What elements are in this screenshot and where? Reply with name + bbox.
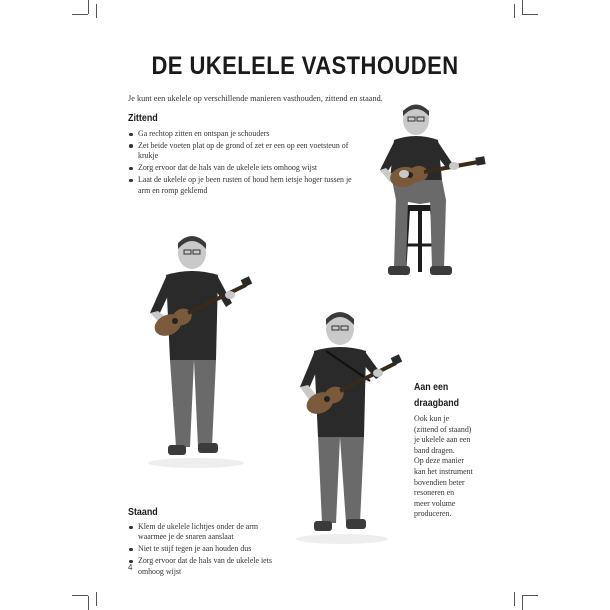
crop-mark (522, 14, 538, 15)
sitting-bullet-list (128, 129, 358, 197)
standing-heading: Staand (128, 506, 158, 518)
sitting-bullet: Ga rechtop zitten en ontspan je schouders (128, 129, 358, 139)
strap-text-line: meer volume (414, 498, 456, 508)
strap-heading-line: Aan een (414, 382, 449, 393)
sitting-bullet: Zet beide voeten plat op de grond of zet er een op een voetsteun of krukje (128, 141, 358, 162)
strap-text-line: bovendien beter (414, 477, 465, 487)
strap-text-line: produceren. (414, 509, 452, 519)
standing-bullet-list (128, 522, 288, 579)
intro-text: Je kunt een ukelele op verschillende manieren vasthouden, zittend en staand. (128, 94, 383, 103)
strap-text (414, 414, 486, 520)
crop-mark (88, 0, 89, 14)
photo-standing-boy (138, 225, 258, 470)
crop-mark (522, 596, 523, 610)
strap-text-line: je ukelele aan een (414, 435, 471, 445)
crop-mark (72, 595, 88, 596)
photo-sitting-boy (360, 100, 490, 290)
strap-heading-line: draagband (414, 398, 459, 409)
strap-text-line: (zittend of staand) (414, 424, 472, 434)
standing-bullet: Niet te stijf tegen je aan houden dus (128, 544, 288, 554)
crop-mark (514, 4, 515, 18)
page-number: 4 (128, 563, 133, 572)
strap-text-line: kan het instrument (414, 466, 473, 476)
crop-mark (522, 595, 538, 596)
strap-text-line: resoneren en (414, 488, 455, 498)
crop-mark (72, 14, 88, 15)
crop-mark (96, 592, 97, 606)
photo-strap-boy (290, 305, 410, 545)
crop-mark (96, 4, 97, 18)
page-title: DE UKELELE VASTHOUDEN (151, 52, 459, 80)
strap-text-line: band dragen. (414, 445, 455, 455)
sitting-bullet: Zorg ervoor dat de hals van de ukelele iets omhoog wijst (128, 163, 358, 173)
crop-mark (88, 596, 89, 610)
strap-text-line: Ook kun je (414, 414, 450, 423)
standing-bullet: Zorg ervoor dat de hals van de ukelele iets omhoog wijst (128, 556, 288, 577)
strap-heading (414, 380, 484, 412)
sitting-bullet: Laat de ukelele op je been rusten of houd hem ietsje hoger tussen je arm en romp geklemd (128, 175, 358, 196)
strap-text-line: Op deze manier (414, 456, 464, 466)
standing-bullet: Klem de ukelele lichtjes onder de arm waarmee je de snaren aanslaat (128, 522, 288, 543)
crop-mark (522, 0, 523, 14)
crop-mark (514, 592, 515, 606)
sitting-heading: Zittend (128, 112, 158, 124)
